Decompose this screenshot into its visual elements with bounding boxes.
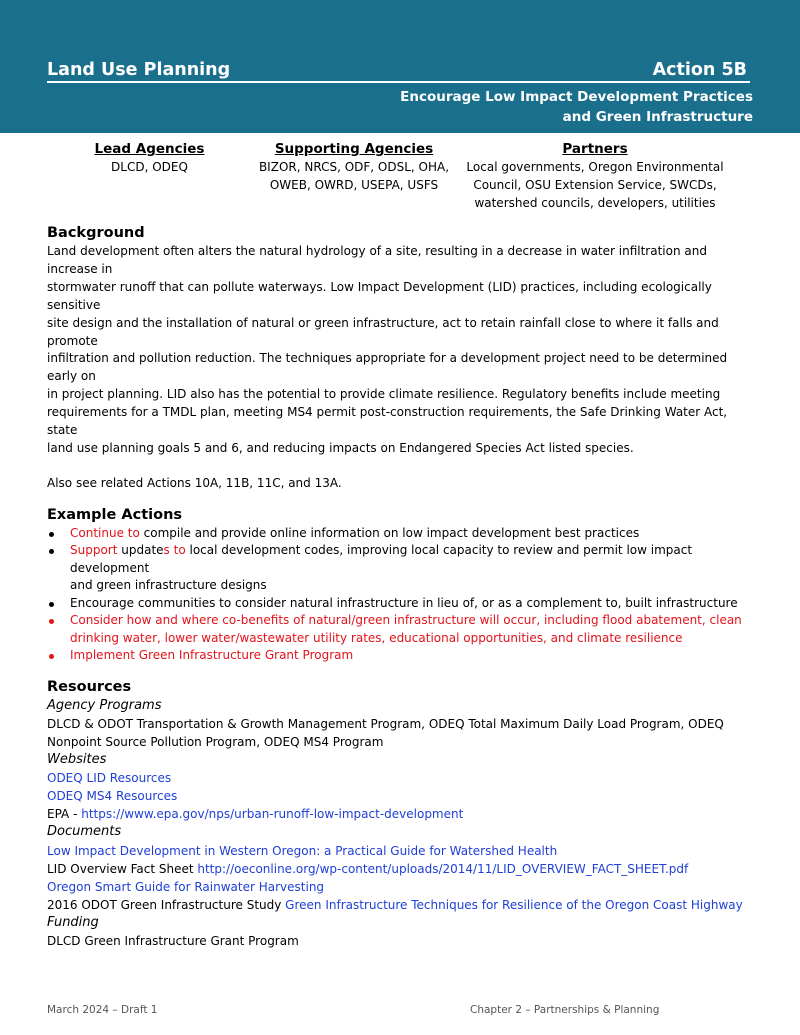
list-item: [47, 595, 759, 613]
bullet-icon: [49, 602, 54, 607]
odot-study-prefix: 2016 ODOT Green Infrastructure Study: [47, 897, 286, 912]
supporting-agencies-heading: Supporting Agencies: [274, 141, 434, 157]
funding-label: Funding: [47, 914, 99, 930]
footer-date: March 2024 – Draft 1: [47, 1004, 158, 1016]
bullet-icon: [49, 654, 54, 659]
supporting-agencies-line-2: OWEB, OWRD, USEPA, USFS: [269, 178, 439, 192]
action-text: local development codes, improving local capacity to review and permit low impact development: [70, 543, 693, 575]
subtitle-line-1: Encourage Low Impact Development Practices: [400, 89, 753, 105]
related-actions: Also see related Actions 10A, 11B, 11C, and 13A.: [47, 475, 342, 490]
rainwater-harvesting-guide-link[interactable]: Oregon Smart Guide for Rainwater Harvesting: [47, 879, 325, 894]
bullet-icon: [49, 619, 54, 624]
example-actions-list: [47, 525, 759, 665]
footer-chapter: Chapter 2 – Partnerships & Planning: [470, 1004, 660, 1016]
agency-programs-line: Nonpoint Source Pollution Program, ODEQ MS4 Program: [47, 734, 384, 749]
list-item: [47, 542, 759, 595]
background-line: in project planning. LID also has the potential to provide climate resilience. Regulatory benefits include meeting: [47, 387, 721, 402]
revised-text: drinking water, lower water/wastewater utility rates, educational opportunities, and climate resilience: [70, 630, 683, 645]
supporting-agencies: [243, 140, 465, 194]
partners-heading: Partners: [562, 141, 628, 157]
background-line: site design and the installation of natural or green infrastructure, act to retain rainfall close to where it falls and promote: [47, 315, 719, 348]
lead-agencies-text: DLCD, ODEQ: [111, 160, 188, 174]
list-item: [47, 612, 759, 647]
background-paragraph: [47, 243, 759, 458]
supporting-agencies-line-1: BIZOR, NRCS, ODF, ODSL, OHA,: [258, 160, 450, 174]
websites-label: Websites: [47, 752, 107, 768]
lid-fact-sheet-prefix: LID Overview Fact Sheet: [47, 861, 198, 876]
epa-lid-link[interactable]: https://www.epa.gov/nps/urban-runoff-low-impact-development: [81, 807, 464, 822]
example-actions-heading: Example Actions: [47, 506, 183, 523]
banner-title-row: [47, 60, 750, 83]
agency-programs-line: DLCD & ODOT Transportation & Growth Management Program, ODEQ Total Maximum Daily Load Program, ODEQ: [47, 716, 724, 731]
background-line: requirements for a TMDL plan, meeting MS4 permit post-construction requirements, the Safe Drinking Water Act, state: [47, 405, 728, 438]
revised-text: Implement Green Infrastructure Grant Program: [70, 648, 354, 663]
lid-fact-sheet-link[interactable]: http://oeconline.org/wp-content/uploads/2014/11/LID_OVERVIEW_FACT_SHEET.pdf: [197, 861, 689, 876]
list-item: [47, 647, 759, 665]
background-line: infiltration and pollution reduction. The techniques appropriate for a development project need to be determined early on: [47, 351, 728, 384]
section-title: Land Use Planning: [47, 60, 231, 80]
header-banner: [0, 0, 800, 133]
action-text: Encourage communities to consider natural infrastructure in lieu of, or as a complement to, built infrastructure: [70, 595, 738, 610]
funding-text: DLCD Green Infrastructure Grant Program: [47, 934, 299, 948]
background-line: stormwater runoff that can pollute waterways. Low Impact Development (LID) practices, including ecologically sensitive: [47, 279, 712, 312]
partners: [465, 140, 725, 212]
subtitle-line-2: and Green Infrastructure: [562, 109, 753, 125]
lead-agencies-heading: Lead Agencies: [94, 141, 205, 157]
action-text: update: [117, 543, 164, 558]
agency-programs-label: Agency Programs: [47, 697, 162, 713]
action-text: compile and provide online information on low impact development best practices: [139, 525, 640, 540]
action-text: and green infrastructure designs: [70, 578, 267, 593]
coast-highway-resilience-link[interactable]: Green Infrastructure Techniques for Resilience of the Oregon Coast Highway: [285, 897, 743, 912]
bullet-icon: [49, 549, 54, 554]
partners-line-2: Council, OSU Extension Service, SWCDs,: [473, 178, 717, 192]
background-line: land use planning goals 5 and 6, and reducing impacts on Endangered Species Act listed species.: [47, 440, 634, 455]
partners-line-1: Local governments, Oregon Environmental: [466, 160, 724, 174]
odeq-ms4-resources-link[interactable]: ODEQ MS4 Resources: [47, 789, 178, 804]
resources-heading: Resources: [47, 678, 132, 695]
revised-text: Continue to: [70, 525, 140, 540]
partners-line-3: watershed councils, developers, utilities: [474, 196, 716, 210]
revised-text: Consider how and where co-benefits of natural/green infrastructure will occur, including flood abatement, clean: [70, 613, 742, 628]
action-id: Action 5B: [652, 60, 747, 80]
main-content: [47, 224, 759, 950]
odeq-lid-resources-link[interactable]: ODEQ LID Resources: [47, 771, 172, 786]
epa-prefix: EPA -: [47, 807, 82, 822]
list-item: [47, 525, 759, 543]
revised-text: Support: [70, 543, 118, 558]
documents-label: Documents: [47, 824, 122, 840]
lead-agencies: [77, 140, 222, 176]
background-heading: Background: [47, 225, 145, 241]
lid-western-oregon-guide-link[interactable]: Low Impact Development in Western Oregon: a Practical Guide for Watershed Health: [47, 843, 558, 858]
bullet-icon: [49, 532, 54, 537]
revised-text: s to: [163, 543, 186, 558]
resources-list: [47, 697, 759, 950]
background-line: Land development often alters the natural hydrology of a site, resulting in a decrease in water infiltration and increase in: [47, 244, 707, 276]
action-subtitle: [400, 87, 753, 127]
